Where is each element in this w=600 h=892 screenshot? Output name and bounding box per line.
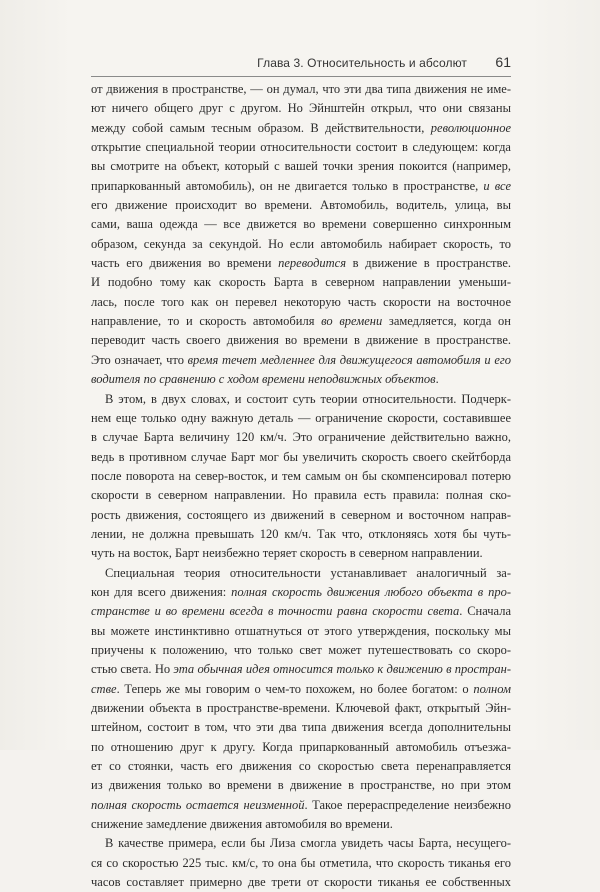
- text-line: сами, ваша одежда — все движется во времени совершенно синхронным: [91, 217, 511, 232]
- page-number: 61: [495, 54, 511, 70]
- text-line: открытие специальной теории относительности состоит в следующем: когда: [91, 140, 511, 155]
- text-line: ют ничего общего друг с другом. Но Эйнштейн открыл, что они связаны: [91, 101, 511, 116]
- text-line: ведь в противном случае Барт мог бы увеличить скорость своего скейтборда: [91, 449, 511, 464]
- text-line: нем еще только одну важную деталь — ограничение скорости, составившее: [91, 410, 511, 425]
- text-line: лась, после того как он перевел некоторую часть скорости на восточное: [91, 294, 511, 309]
- text-line: приучены к положению, что только свет может путешествовать со скоро-: [91, 642, 511, 657]
- text-line: образом, секунда за секундой. Но если автомобиль набирает скорость, то: [91, 236, 511, 251]
- text-line: движении объекта в пространстве-времени. Ключевой факт, открытый Эйн-: [91, 701, 511, 715]
- text-line: полная скорость остается неизменной. Такое перераспределение неизбежно: [91, 797, 511, 812]
- text-line: часов составляет примерно две трети от скорости тиканья ее собственных: [91, 875, 511, 890]
- text-line: штейном, состоит в том, что эти два типа движения всегда дополнительны: [91, 720, 511, 735]
- text-line: из движения только во времени в движение в пространстве, но при этом: [91, 778, 511, 793]
- text-line: от движения в пространстве, — он думал, что эти два типа движения не име-: [91, 82, 511, 96]
- text-line: в случае Барта величину 120 км/ч. Это ограничение действительно важно,: [91, 430, 511, 445]
- text-line: часть его движения во времени переводится в движение в пространстве.: [91, 256, 511, 271]
- running-title: Глава 3. Относительность и абсолют: [257, 56, 467, 70]
- text-line: припаркованный автомобиль), он не двигается только в пространстве, и все: [91, 178, 511, 193]
- text-line: водителя по сравнению с ходом времени неподвижных объектов.: [91, 372, 439, 387]
- text-line: рость движения, состоящего из движений в северном и восточном направ-: [91, 507, 511, 522]
- text-line: ет со стоянки, часть его движения со скоростью света перенаправляется: [91, 759, 511, 774]
- text-line: скорости в северном направлении. Но правила есть правила: полная ско-: [91, 488, 511, 503]
- text-line: после поворота на север-восток, и тем самым он бы скомпенсировал потерю: [91, 468, 511, 483]
- text-line: вы смотрите на объект, который с вашей точки зрения покоится (например,: [91, 159, 511, 174]
- body-text: [91, 80, 511, 892]
- text-line: В этом, в двух словах, и состоит суть теории относительности. Подчерк-: [105, 391, 511, 406]
- text-line: Это означает, что время течет медленнее для движущегося автомобиля и его: [91, 352, 511, 367]
- text-line: странстве и во времени всегда в точности равна скорости света. Сначала: [91, 604, 511, 619]
- text-line: В качестве примера, если бы Лиза смогла увидеть часы Барта, несущего-: [105, 836, 511, 851]
- text-line: ся со скоростью 225 тыс. км/с, то она бы отметила, что скорость тиканья его: [91, 855, 511, 870]
- text-line: Специальная теория относительности устанавливает аналогичный за-: [105, 565, 511, 580]
- text-line: стве. Теперь же мы говорим о чем-то похожем, но более богатом: о полном: [91, 681, 511, 696]
- text-line: кон для всего движения: полная скорость движения любого объекта в про-: [91, 584, 511, 599]
- text-line: лении, не должна превышать 120 км/ч. Так что, отклоняясь хотя бы чуть-: [91, 526, 511, 541]
- text-line: снижение замедление движения автомобиля во времени.: [91, 817, 393, 832]
- text-line: чуть на восток, Барт неизбежно теряет скорость в северном направлении.: [91, 546, 483, 561]
- text-line: по отношению друг к другу. Когда припаркованный автомобиль отъезжа-: [91, 739, 511, 754]
- text-line: направление, то и скорость автомобиля во времени замедляется, когда он: [91, 314, 511, 329]
- text-line: И подобно тому как скорость Барта в северном направлении уменьши-: [91, 275, 511, 290]
- running-head: [91, 54, 511, 77]
- text-line: стью света. Но эта обычная идея относится только к движению в простран-: [91, 662, 511, 677]
- text-line: переводит часть своего движения во времени в движение в пространстве.: [91, 333, 511, 348]
- text-line: его движение происходит во времени. Автомобиль, водитель, улица, вы: [91, 198, 511, 213]
- text-line: вы можете инстинктивно отшатнуться от этого утверждения, поскольку мы: [91, 623, 511, 638]
- text-line: между собой самым тесным образом. В действительности, революционное: [91, 120, 511, 135]
